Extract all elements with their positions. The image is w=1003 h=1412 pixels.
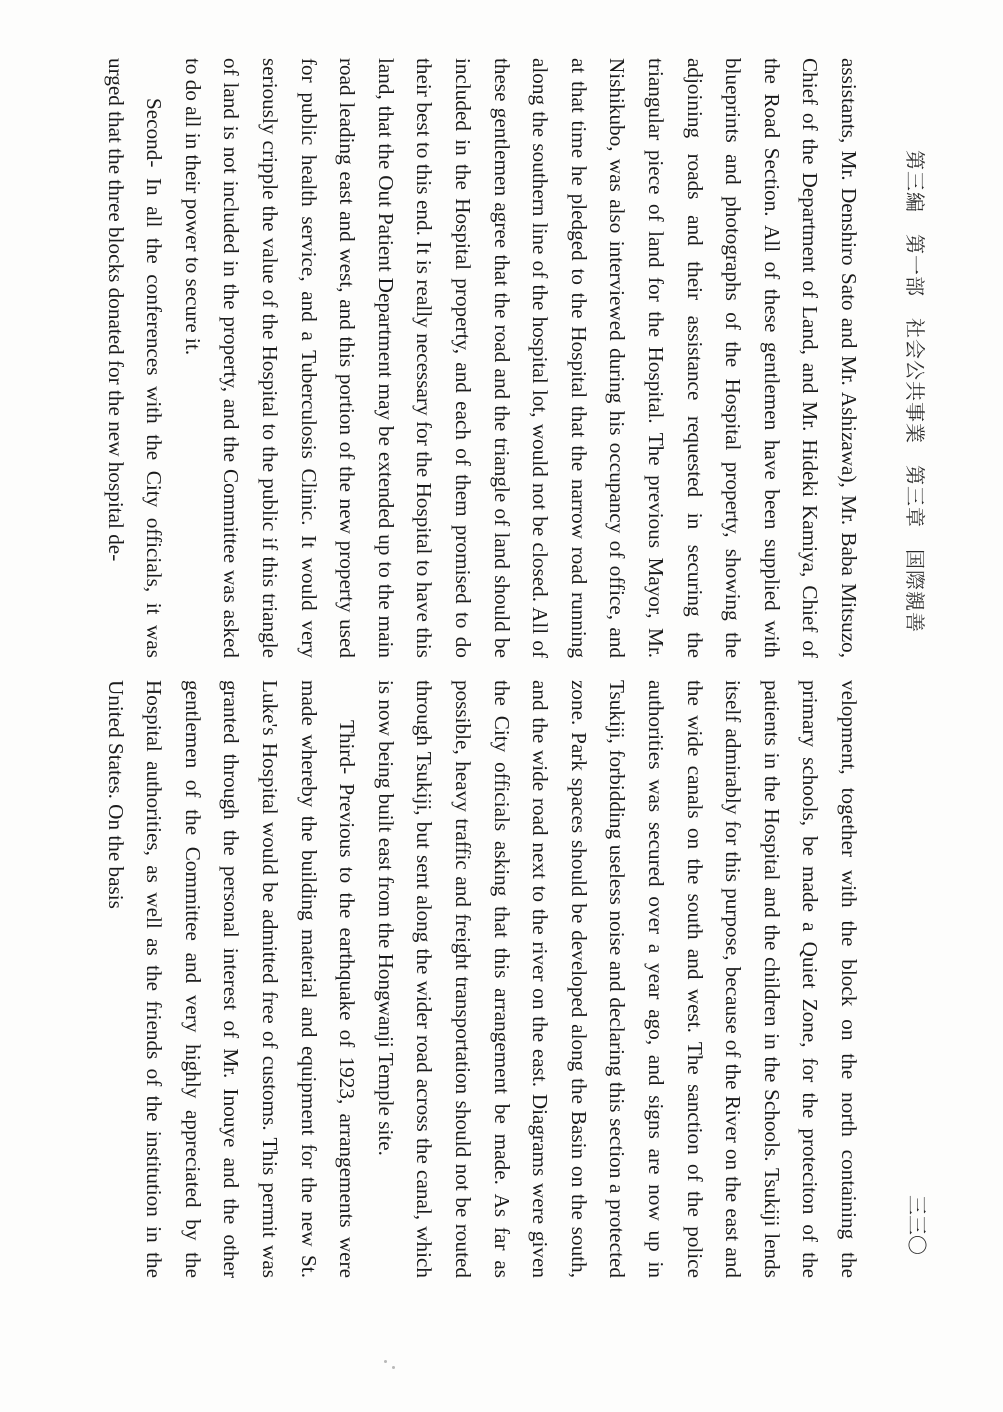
page-number: 三三〇 bbox=[905, 1195, 929, 1255]
scan-speck bbox=[392, 1366, 395, 1369]
right-column bbox=[96, 680, 868, 1278]
left-paragraph-1: assistants, Mr. Denshiro Sato and Mr. Ashizawa), Mr. Baba Mitsuzo, Chief of the Department of Land, and Mr. Hideki Kamiya, Chief of the Road Section. All of these gentlemen have been supplied with blueprints and photographs of the Hospital property, showing the adjoining roads and their assistance requested in securing the triangular piece of land for the Hospital. The previous Mayor, Mr. Nishikubo, was also interviewed during his occupancy of office, and at that time he pledged to the Hospital that the narrow road running along the southern line of the hospital lot, would not be closed. All of these gentlemen agree that the road and the triangle of land should be included in the Hospital property, and each of them promised to do their best to this end. It is really necessary for the Hospital to have this land, that the Out Patient Department may be extended up to the main road leading east and west, and this portion of the new property used for public health service, and a Tuberculosis Clinic. It would very seriously cripple the value of the Hospital to the public if this triangle of land is not included in the property, and the Committee was asked to do all in their power to secure it. bbox=[180, 58, 861, 658]
running-head: 第三編 第一部 社会公共事業 第三章 国際親善 bbox=[903, 150, 927, 633]
left-column bbox=[96, 58, 868, 658]
right-paragraph-2: Third- Previous to the earthquake of 1923, arrangements were made whereby the building material and equipment for the new St. Luke's Hospital would be admitted free of customs. This permit was granted through the personal interest of Mr. Inouye and the other gentlemen of the Committee and very highly appreciated by the Hospital authorities, as well as the friends of the institution in the United States. On the basis bbox=[103, 680, 360, 1278]
right-paragraph-1: velopment, together with the block on the north containing the primary schools, be made a Quiet Zone, for the proteciton of the patients in the Hospital and the children in the Schools. Tsukiji lends itself admirably for this purpose, because of the River on the east and the wide canals on the south and west. The sanction of the police authorities was secured over a year ago, and signs are now up in Tsukiji, forbidding useless noise and declaring this section a protected zone. Park spaces should be developed along the Basin on the south, and the wide road next to the river on the east. Diagrams were given the City officials asking that this arrangement be made. As far as possible, heavy traffic and freight transportation should not be routed through Tsukiji, but sent along the wider road across the canal, which is now being built east from the Hongwanji Temple site. bbox=[373, 680, 861, 1278]
left-paragraph-2: Second- In all the conferences with the City officials, it was urged that the three blocks donated for the new hospital de- bbox=[103, 58, 167, 658]
scan-speck bbox=[384, 1360, 387, 1363]
